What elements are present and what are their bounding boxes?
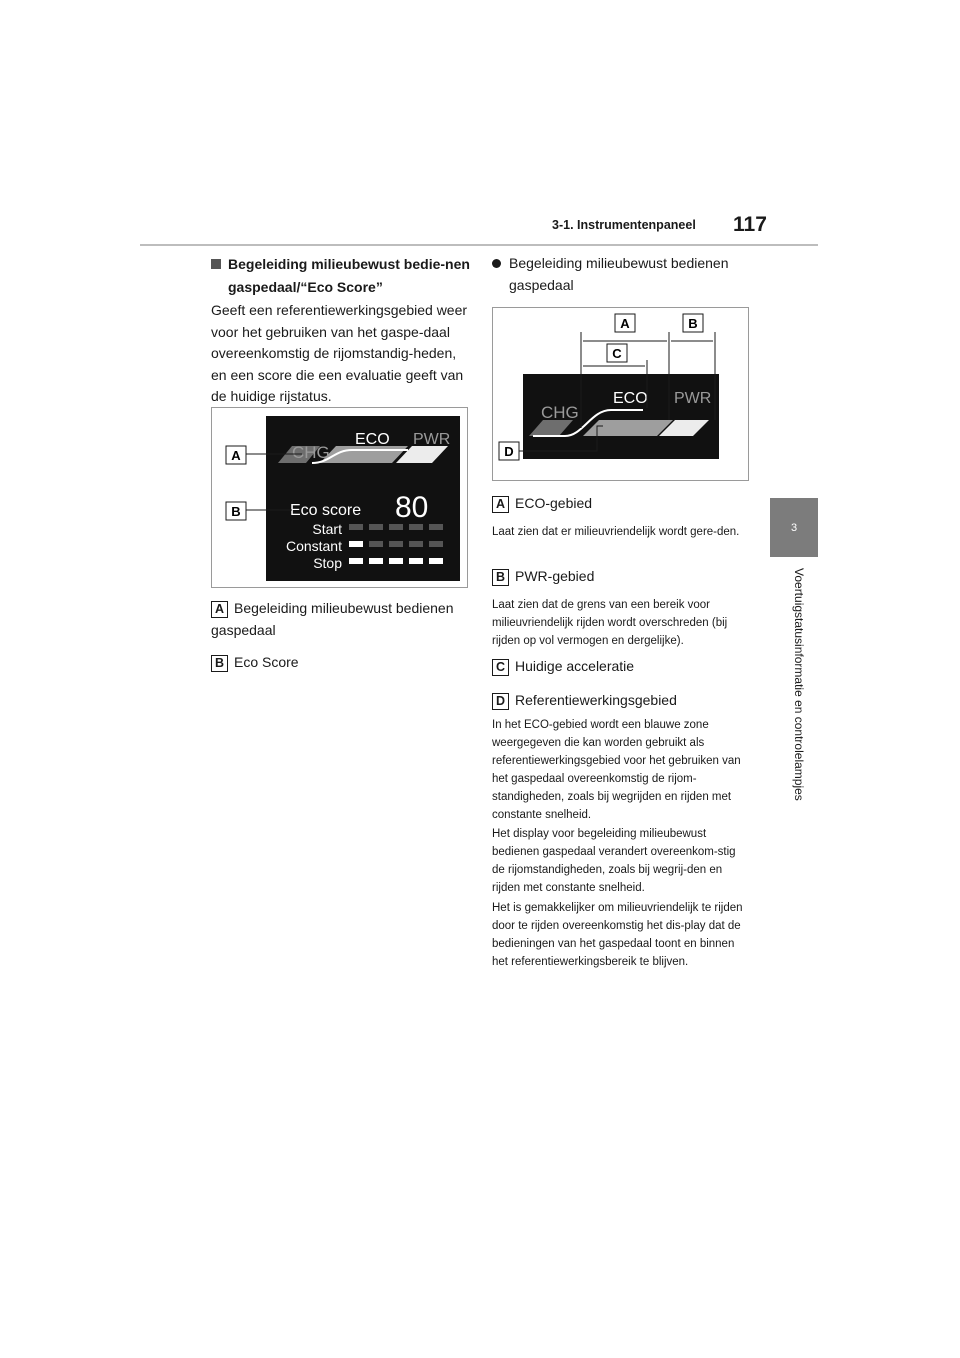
section-heading <box>211 253 471 299</box>
bullet-heading-text: Begeleiding milieubewust bedienen gaspedaal <box>509 255 729 293</box>
eco-label: ECO <box>355 431 390 448</box>
page-number: 117 <box>733 213 767 236</box>
item-badge-c: C <box>492 659 509 676</box>
paragraph-1: In het ECO-gebied wordt een blauwe zone weergegeven die kan worden gebruikt als referentiewerkingsgebied voor het gebruiken van het gaspedaal overeenkomstig de rijom-standigheden, zoals bij wegrijden en rijden met constante snelheid. <box>492 719 741 821</box>
legend-item-b <box>211 652 473 674</box>
callout-c: C <box>612 346 622 361</box>
item-badge-b: B <box>492 569 509 586</box>
eco-score-label: Eco score <box>290 502 362 519</box>
item-a-title <box>492 493 750 515</box>
item-b-title <box>492 566 750 588</box>
eco-label: ECO <box>613 390 648 407</box>
heading-square-icon <box>211 259 221 269</box>
section-title: 3-1. Instrumentenpaneel <box>552 218 696 232</box>
paragraph-2: Het display voor begeleiding milieubewust bedienen gaspedaal verandert overeenkom-stig de rijomstandigheden, zoals bij wegrij-den en rijden met constante snelheid. <box>492 828 736 894</box>
row-label-constant: Constant <box>285 538 342 554</box>
legend-text-a: Begeleiding milieubewust bedienen gaspedaal <box>211 600 454 638</box>
pwr-label: PWR <box>413 431 451 448</box>
callout-a: A <box>231 448 241 463</box>
chg-label: CHG <box>541 403 579 422</box>
item-d-title-text: Referentiewerkingsgebied <box>515 692 677 708</box>
item-c-title-text: Huidige acceleratie <box>515 658 635 674</box>
figure-guidance-svg <box>493 308 748 480</box>
chapter-tab-number: 3 <box>790 521 798 534</box>
eco-score-value: 80 <box>395 491 429 524</box>
chg-label: CHG <box>292 443 330 462</box>
chapter-tab <box>770 498 818 557</box>
row-label-start: Start <box>312 521 342 537</box>
section-heading-text: Begeleiding milieubewust bedie-nen gaspedaal/“Eco Score” <box>228 256 470 295</box>
figure-eco-score-svg <box>212 408 467 587</box>
legend-text-b: Eco Score <box>234 654 299 670</box>
bullet-heading <box>492 253 750 296</box>
item-d <box>492 690 750 712</box>
item-a <box>492 493 750 541</box>
item-a-desc: Laat zien dat er milieuvriendelijk wordt gere-den. <box>492 525 740 538</box>
legend-badge-a: A <box>211 601 228 618</box>
figure-guidance <box>492 307 749 481</box>
callout-b: B <box>688 316 698 331</box>
pwr-label: PWR <box>674 390 712 407</box>
item-b <box>492 566 750 650</box>
chapter-side-title <box>792 568 806 842</box>
item-badge-a: A <box>492 496 509 513</box>
paragraph-3: Het is gemakkelijker om milieuvriendelijk te rijden door te rijden overeenkomstig het dis-play dat de bedieningen van het gaspedaal toont en binnen het referentiewerkingsbereik te blijven. <box>492 902 743 968</box>
header-rule <box>140 244 818 246</box>
item-b-title-text: PWR-gebied <box>515 568 595 584</box>
intro-paragraph: Geeft een referentiewerkingsgebied weer voor het gebruiken van het gaspe-daal overeenkomstig de rijomstandig-heden, en een score die een evaluatie geeft van de huidige rijstatus. <box>211 302 468 404</box>
figure-eco-score <box>211 407 468 588</box>
item-badge-d: D <box>492 693 509 710</box>
item-a-title-text: ECO-gebied <box>515 495 593 511</box>
legend-item-a <box>211 598 473 641</box>
callout-d: D <box>504 444 514 459</box>
legend-badge-b: B <box>211 655 228 672</box>
row-label-stop: Stop <box>313 555 342 571</box>
chapter-side-title-text: Voertuigstatusinformatie en controlelampjes <box>792 568 806 801</box>
item-b-desc: Laat zien dat de grens van een bereik voor milieuvriendelijk rijden wordt overschreden (bij rijden op vol vermogen en dergelijke). <box>492 598 728 647</box>
callout-a: A <box>620 316 630 331</box>
item-c <box>492 656 750 678</box>
callout-b: B <box>231 504 241 519</box>
bullet-icon <box>492 259 501 268</box>
